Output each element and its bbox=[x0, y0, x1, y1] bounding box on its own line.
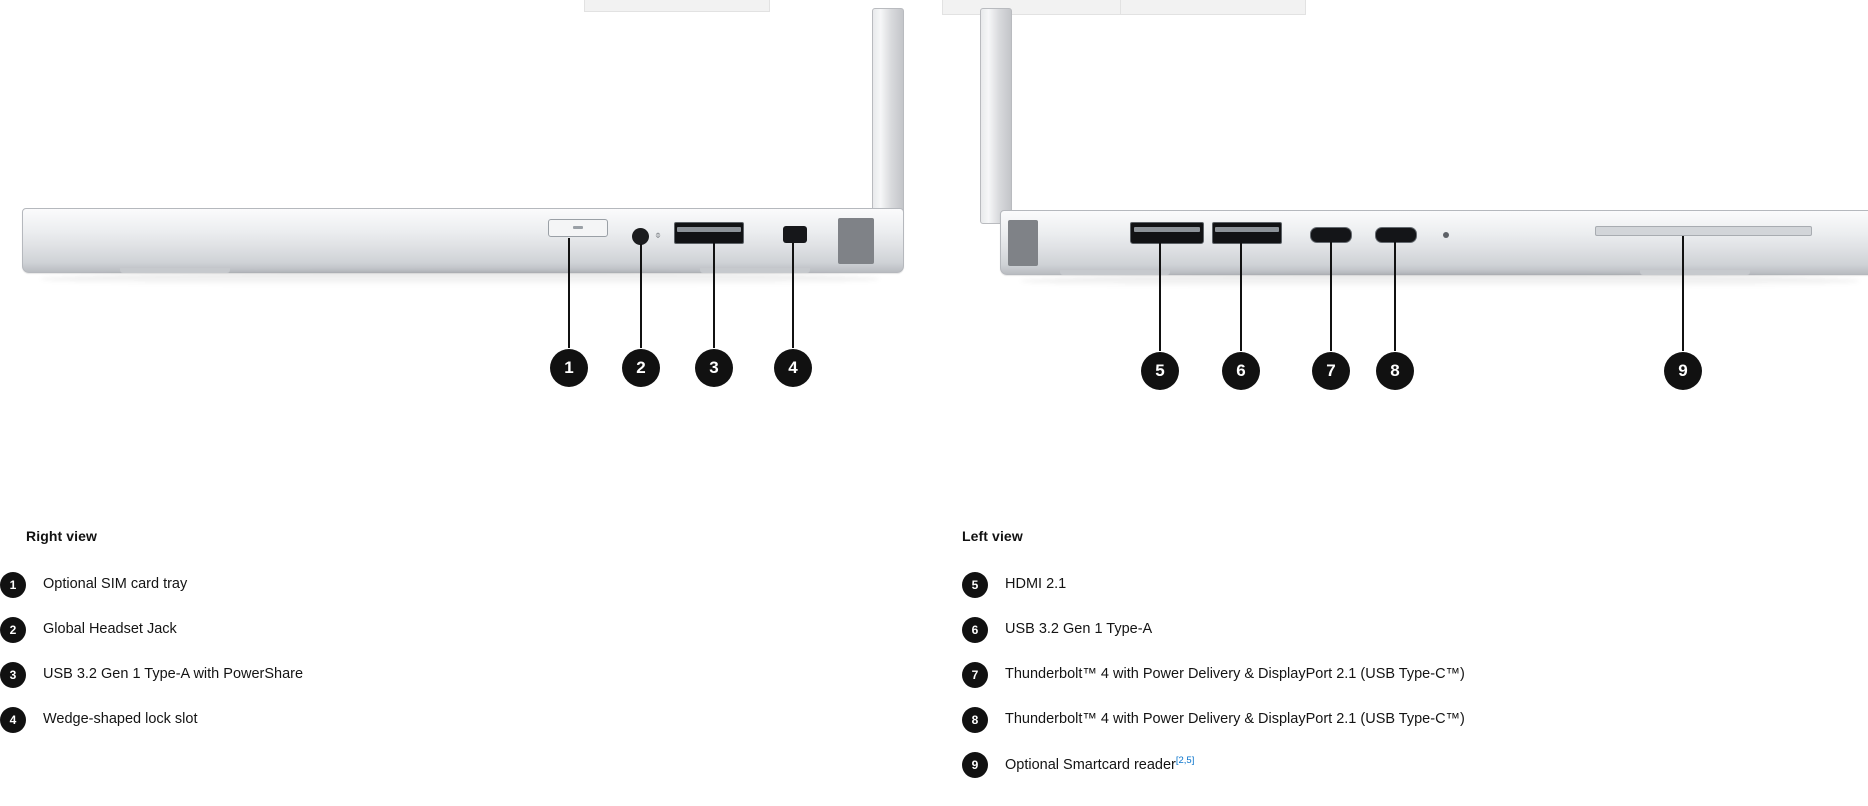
status-pinhole bbox=[1443, 232, 1449, 238]
callout-marker-8: 8 bbox=[1376, 352, 1414, 390]
hdmi-contact-block bbox=[1134, 227, 1200, 232]
leader-line-5 bbox=[1159, 243, 1161, 351]
sim-card-tray-port bbox=[548, 219, 608, 237]
right-view-legend bbox=[0, 528, 930, 742]
leader-line-9 bbox=[1682, 236, 1684, 351]
legend-label-3: USB 3.2 Gen 1 Type-A with PowerShare bbox=[43, 665, 304, 682]
list-item bbox=[962, 652, 1862, 697]
thunderbolt-port-7 bbox=[1310, 227, 1352, 243]
top-panel-stub-3 bbox=[1120, 0, 1306, 15]
legend-badge-8: 8 bbox=[962, 707, 988, 733]
hdmi-port bbox=[1130, 222, 1204, 244]
usb-a-contact-block-left bbox=[1215, 227, 1279, 232]
laptop-shadow-left-view bbox=[1020, 274, 1860, 288]
leader-line-1 bbox=[568, 238, 570, 348]
list-item bbox=[0, 697, 930, 742]
laptop-foot-left-2 bbox=[1640, 270, 1750, 275]
right-view-title: Right view bbox=[26, 528, 98, 544]
legend-badge-5: 5 bbox=[962, 572, 988, 598]
left-view-title: Left view bbox=[962, 528, 1023, 544]
headset-jack-port bbox=[632, 228, 649, 245]
legend-badge-9: 9 bbox=[962, 752, 988, 778]
legend-label-8: Thunderbolt™ 4 with Power Delivery & DisplayPort 2.1 (USB Type-C™) bbox=[1005, 710, 1465, 727]
laptop-foot-left-1 bbox=[1060, 270, 1170, 275]
leader-line-2 bbox=[640, 244, 642, 348]
list-item bbox=[0, 652, 930, 697]
laptop-hinge-right-view bbox=[838, 218, 874, 264]
list-item bbox=[962, 697, 1862, 742]
callout-marker-2: 2 bbox=[622, 349, 660, 387]
sim-tray-notch bbox=[573, 226, 583, 229]
leader-line-3 bbox=[713, 243, 715, 348]
callout-marker-3: 3 bbox=[695, 349, 733, 387]
leader-line-7 bbox=[1330, 242, 1332, 351]
legend-badge-4: 4 bbox=[0, 707, 26, 733]
wedge-lock-slot-port bbox=[783, 226, 807, 243]
footnote-link-9[interactable]: [2,5] bbox=[1175, 754, 1195, 766]
smartcard-reader-slot bbox=[1595, 226, 1812, 236]
leader-line-4 bbox=[792, 243, 794, 348]
laptop-foot-right-1 bbox=[120, 268, 230, 273]
usb-a-contact-block bbox=[677, 227, 741, 232]
legend-badge-2: 2 bbox=[0, 617, 26, 643]
callout-marker-7: 7 bbox=[1312, 352, 1350, 390]
top-panel-stub-1 bbox=[584, 0, 770, 12]
list-item bbox=[962, 742, 1862, 787]
leader-line-6 bbox=[1240, 243, 1242, 351]
laptop-lid-left-view bbox=[980, 8, 1012, 224]
legend-label-7: Thunderbolt™ 4 with Power Delivery & DisplayPort 2.1 (USB Type-C™) bbox=[1005, 665, 1465, 682]
legend-label-2: Global Headset Jack bbox=[43, 620, 177, 637]
legend-badge-1: 1 bbox=[0, 572, 26, 598]
legend-label-1: Optional SIM card tray bbox=[43, 575, 188, 592]
legend-badge-3: 3 bbox=[0, 662, 26, 688]
legend-label-9 bbox=[1005, 755, 1194, 774]
legend-badge-6: 6 bbox=[962, 617, 988, 643]
usb-a-port bbox=[1212, 222, 1282, 244]
list-item bbox=[962, 562, 1862, 607]
callout-marker-9: 9 bbox=[1664, 352, 1702, 390]
top-panel-stub-2 bbox=[942, 0, 1122, 15]
thunderbolt-port-8 bbox=[1375, 227, 1417, 243]
legend-label-4: Wedge-shaped lock slot bbox=[43, 710, 198, 727]
callout-marker-1: 1 bbox=[550, 349, 588, 387]
usb-a-powershare-port bbox=[674, 222, 744, 244]
laptop-base-right-view bbox=[22, 208, 904, 273]
left-view-legend bbox=[962, 528, 1862, 787]
laptop-hinge-left-view bbox=[1008, 220, 1038, 266]
legend-label-9-text: Optional Smartcard reader bbox=[1005, 756, 1176, 773]
list-item bbox=[0, 562, 930, 607]
legend-label-5: HDMI 2.1 bbox=[1005, 575, 1067, 592]
list-item bbox=[962, 607, 1862, 652]
laptop-shadow-right-view bbox=[40, 272, 880, 286]
legend-badge-7: 7 bbox=[962, 662, 988, 688]
callout-marker-6: 6 bbox=[1222, 352, 1260, 390]
callout-marker-4: 4 bbox=[774, 349, 812, 387]
headset-jack-glyph: ⌽ bbox=[655, 230, 661, 241]
callout-marker-5: 5 bbox=[1141, 352, 1179, 390]
legend-label-6: USB 3.2 Gen 1 Type-A bbox=[1005, 620, 1153, 637]
leader-line-8 bbox=[1394, 242, 1396, 351]
list-item bbox=[0, 607, 930, 652]
